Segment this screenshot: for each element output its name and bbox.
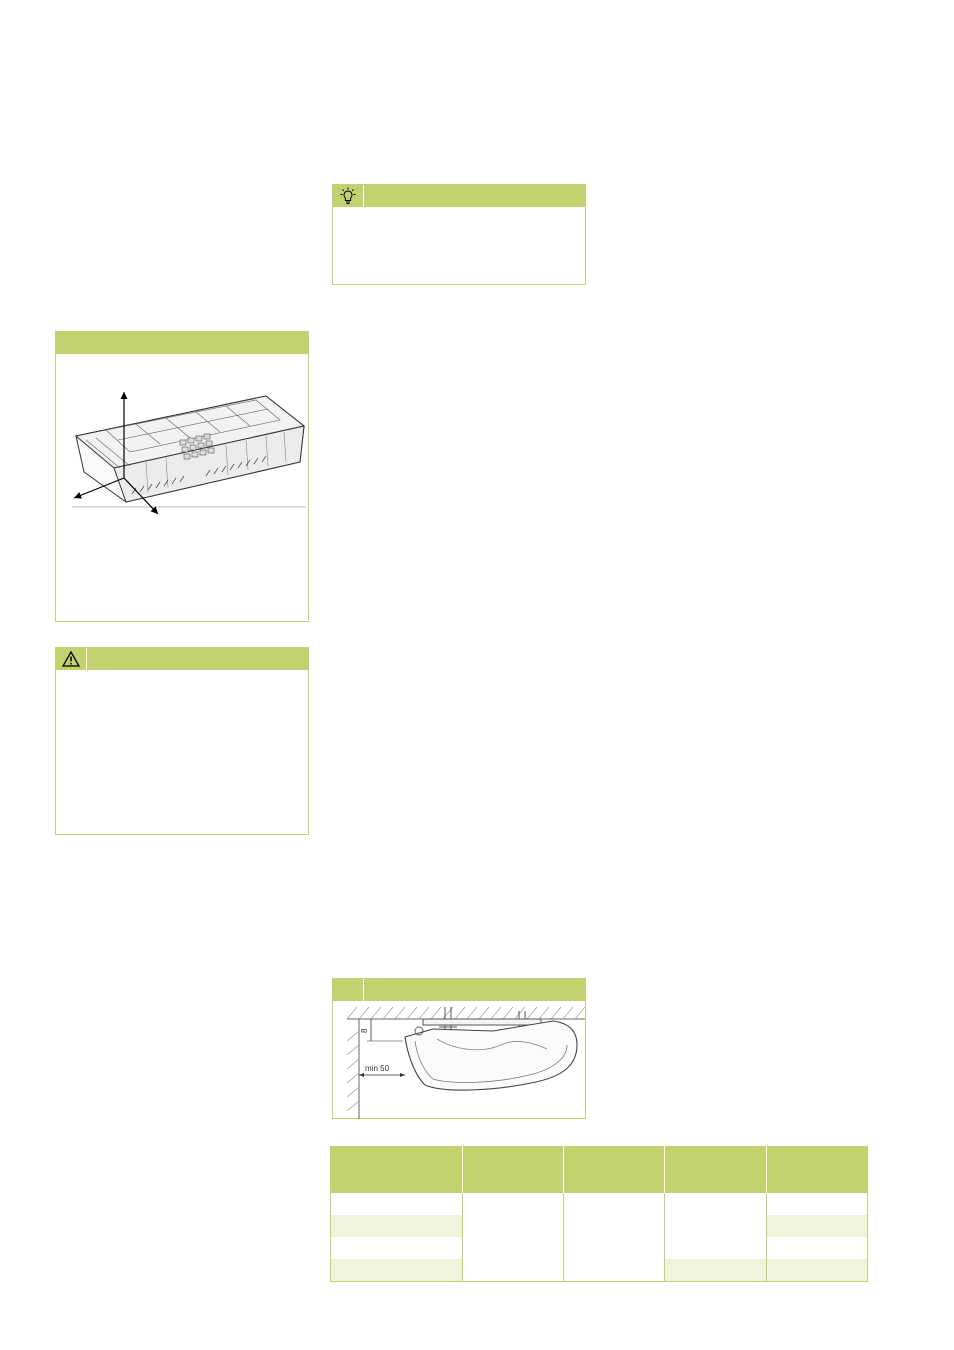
mounting-figure-icon-cell xyxy=(333,979,364,1001)
table-cell xyxy=(767,1215,868,1237)
table-cell xyxy=(331,1259,463,1282)
warning-triangle-icon xyxy=(56,648,87,670)
spec-header-cell xyxy=(767,1147,868,1194)
axes-figure-header xyxy=(56,332,308,354)
spec-header-cell xyxy=(665,1147,767,1194)
table-cell xyxy=(331,1237,463,1259)
mounting-clearance-drawing xyxy=(333,1001,585,1119)
warning-text xyxy=(56,670,308,682)
spec-table-header-row xyxy=(331,1147,868,1194)
table-cell xyxy=(665,1193,767,1215)
warning-box-header xyxy=(56,648,308,670)
spec-header-cell xyxy=(331,1147,463,1194)
dimension-side-label: min 50 xyxy=(365,1064,390,1073)
table-row xyxy=(331,1237,868,1259)
unit-axes-drawing xyxy=(56,354,308,544)
table-cell xyxy=(767,1193,868,1215)
table-cell xyxy=(564,1237,665,1282)
table-cell xyxy=(767,1237,868,1259)
tip-box xyxy=(332,184,586,285)
table-cell xyxy=(665,1215,767,1259)
axes-figure-box xyxy=(55,331,309,622)
dimension-top-label: 8 xyxy=(360,1028,369,1033)
table-cell xyxy=(564,1193,665,1237)
spec-header-cell xyxy=(463,1147,564,1194)
table-cell xyxy=(767,1259,868,1282)
table-cell xyxy=(331,1193,463,1215)
spec-table xyxy=(330,1146,868,1282)
table-row xyxy=(331,1193,868,1215)
table-cell xyxy=(463,1237,564,1282)
spec-header-cell xyxy=(564,1147,665,1194)
tip-box-header xyxy=(333,185,585,207)
mounting-figure-box xyxy=(332,978,586,1119)
lightbulb-icon xyxy=(333,185,364,207)
mounting-figure-header xyxy=(333,979,585,1001)
table-cell xyxy=(331,1215,463,1237)
tip-text xyxy=(333,207,585,219)
table-cell xyxy=(463,1193,564,1237)
warning-box xyxy=(55,647,309,835)
table-cell xyxy=(665,1259,767,1282)
